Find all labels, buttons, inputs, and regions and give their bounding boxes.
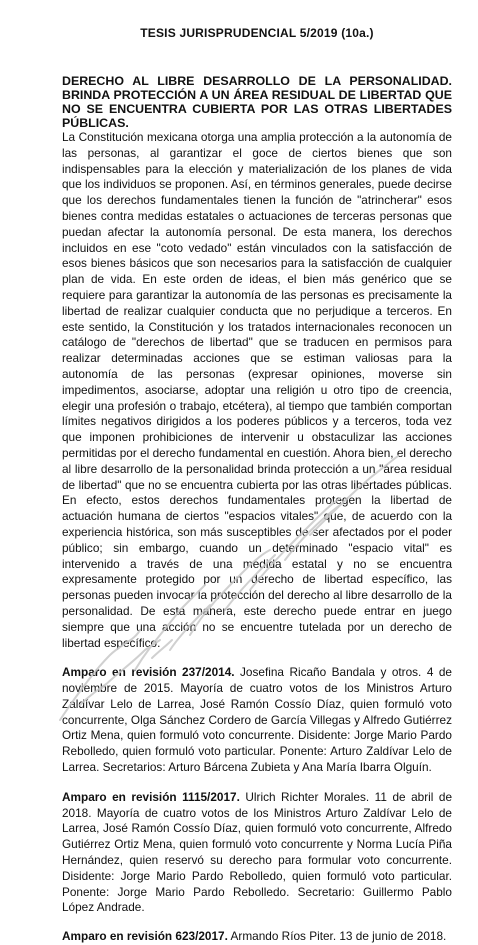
precedent-2-label: Amparo en revisión 1115/2017. xyxy=(62,789,240,804)
thesis-body: La Constitución mexicana otorga una amplia protección a la autonomía de las personas, al garantizar el goce de ciertos bienes que son indispensables para la elección y materialización de los planes de vida que los individuos se proponen. Así, en términos generales, puede decirse que los derechos fundamentales tienen la función de "atrincherar" esos bienes contra medidas estatales o actuaciones de terceras personas que puedan afectar la autonomía personal. De esta manera, los derechos incluidos en ese "coto vedado" están vinculados con la satisfacción de esos bienes básicos que son necesarios para la satisfacción de cualquier plan de vida. En este orden de ideas, el bien más genérico que se requiere para garantizar la autonomía de las personas es precisamente la libertad de realizar cualquier conducta que no perjudique a terceros. En este sentido, la Constitución y los tratados internacionales reconocen un catálogo de "derechos de libertad" que se traducen en permisos para realizar determinadas acciones que se estiman valiosas para la autonomía de las personas (expresar opiniones, moverse sin impedimentos, asociarse, adoptar una religión u otro tipo de creencia, elegir una profesión o trabajo, etcétera), al tiempo que también comportan límites negativos dirigidos a los poderes públicos y a terceros, toda vez que imponen prohibiciones de intervenir u obstaculizar las acciones permitidas por el derecho fundamental en cuestión. Ahora bien, el derecho al libre desarrollo de la personalidad brinda protección a un "área residual de libertad" que no se encuentra cubierta por las otras libertades públicas. En efecto, estos derechos fundamentales protegen la libertad de actuación humana de ciertos "espacios vitales" que, de acuerdo con la experiencia histórica, son más susceptibles de ser afectados por el poder público; sin embargo, cuando un determinado "espacio vital" es intervenido a través de una medida estatal y no se encuentra expresamente protegido por un derecho de libertad específico, las personas pueden invocar la protección del derecho al libre desarrollo de la personalidad. De esta manera, este derecho puede entrar en juego siempre que una acción no se encuentre tutelada por un derecho de libertad específico. xyxy=(62,130,452,650)
precedent-2-text: Ulrich Richter Morales. 11 de abril de 2018. Mayoría de cuatro votos de los Ministros Arturo Zaldívar Lelo de Larrea, José Ramón Cossío Díaz, quien formuló voto concurrente, Alfredo Gutiérrez Ortiz Mena, quien formuló voto concurrente y Norma Lucía Piña Hernández, quien reservó su derecho para formular voto concurrente. Disidente: Jorge Mario Pardo Rebolledo, quien formuló voto particular. Ponente: Jorge Mario Pardo Rebolledo. Secretario: Guillermo Pablo López Andrade. xyxy=(62,789,453,915)
precedent-3-text: Armando Ríos Piter. 13 de junio de 2018. xyxy=(227,929,447,944)
thesis-heading: DERECHO AL LIBRE DESARROLLO DE LA PERSONALIDAD. BRINDA PROTECCIÓN A UN ÁREA RESIDUAL DE LIBERTAD QUE NO SE ENCUENTRA CUBIERTA POR LAS OTRAS LIBERTADES PÚBLICAS. xyxy=(62,74,452,130)
document-page xyxy=(62,0,452,945)
precedent-1-text: Josefina Ricaño Bandala y otros. 4 de noviembre de 2015. Mayoría de cuatro votos de los Ministros Arturo Zaldívar Lelo de Larrea, José Ramón Cossío Díaz, quien formuló voto concurrente, Olga Sánchez Cordero de García Villegas y Alfredo Gutiérrez Ortiz Mena, quien formuló voto concurrente. Disidente: Jorge Mario Pardo Rebolledo, quien formuló voto particular. Ponente: Arturo Zaldívar Lelo de Larrea. Secretarios: Arturo Bárcena Zubieta y Ana María Ibarra Olguín. xyxy=(62,665,452,775)
precedent-1-label: Amparo en revisión 237/2014. xyxy=(62,665,235,680)
precedent-1 xyxy=(62,665,452,776)
document-title: TESIS JURISPRUDENCIAL 5/2019 (10a.) xyxy=(140,26,374,40)
precedent-3 xyxy=(62,929,452,945)
precedent-2 xyxy=(62,790,452,916)
precedent-3-label: Amparo en revisión 623/2017. xyxy=(62,929,228,944)
